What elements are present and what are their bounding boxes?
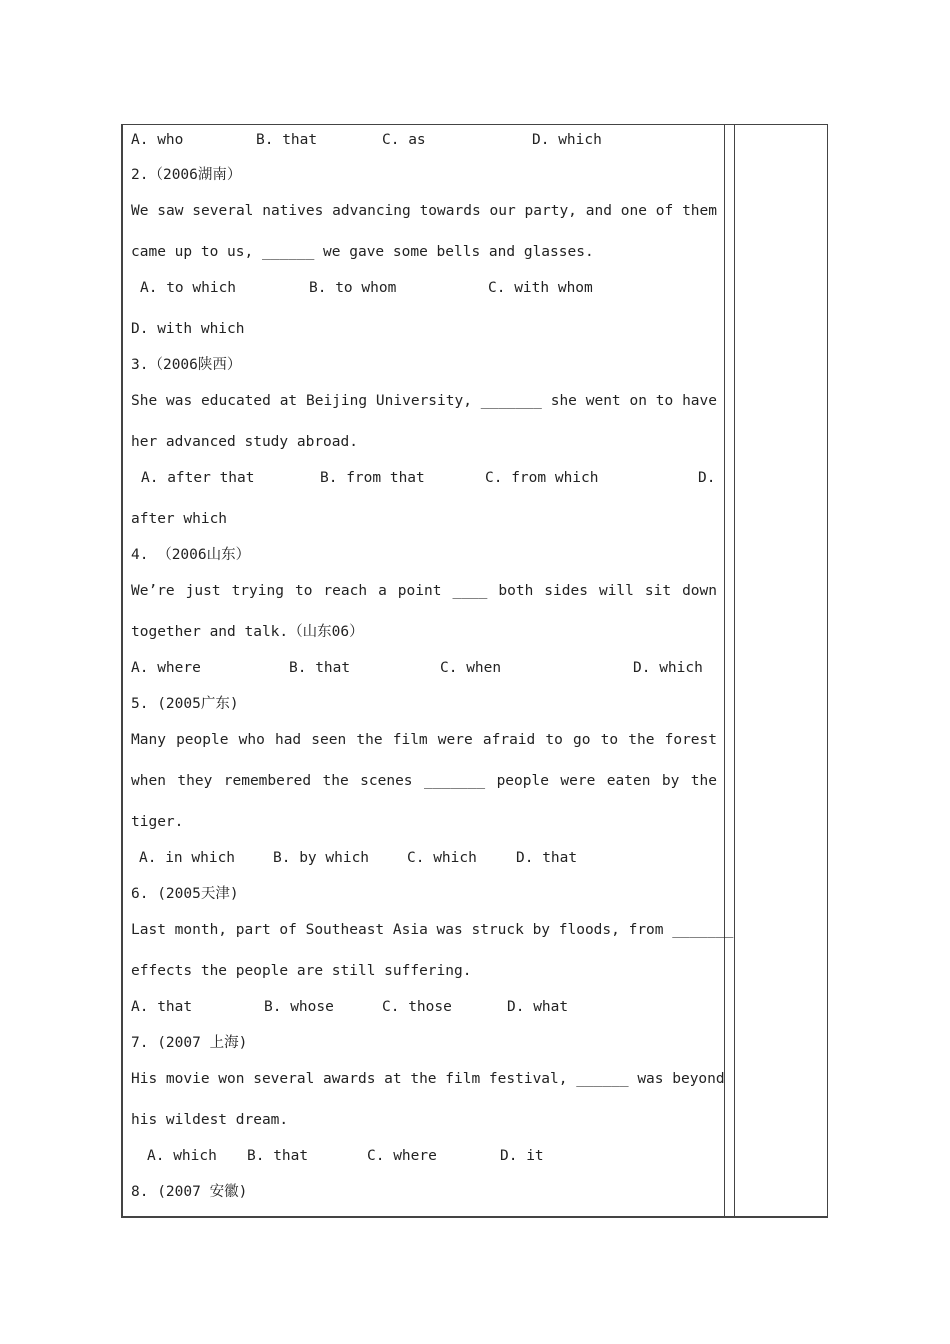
q3-heading: 3.（2006陕西） <box>131 357 242 373</box>
q5-options <box>131 848 717 868</box>
q6-option-a: A. that <box>131 999 193 1015</box>
q7-option-b: B. that <box>247 1148 309 1164</box>
q2-option-c: C. with whom <box>488 280 593 296</box>
q4-option-d: D. which <box>633 660 703 676</box>
q4-option-c: C. when <box>440 660 502 676</box>
q3-stem-line2: her advanced study abroad. <box>131 434 358 450</box>
q6-option-c: C. those <box>382 999 452 1015</box>
q1-option-c: C. as <box>382 132 426 148</box>
q5-option-b: B. by which <box>273 850 370 866</box>
q3-option-a: A. after that <box>141 470 255 486</box>
q6-stem-line2: effects the people are still suffering. <box>131 963 472 979</box>
q7-options <box>131 1146 717 1166</box>
q1-options <box>131 130 717 150</box>
q8-heading: 8. (2007 安徽) <box>131 1184 248 1200</box>
column-divider-right <box>734 124 735 1218</box>
q5-option-c: C. which <box>407 850 477 866</box>
q7-option-d: D. it <box>500 1148 544 1164</box>
q5-option-a: A. in which <box>139 850 236 866</box>
q6-options <box>131 997 717 1017</box>
q7-heading: 7. (2007 上海) <box>131 1035 248 1051</box>
q2-stem-line1: We saw several natives advancing towards our party, and one of them <box>131 203 717 219</box>
q2-options <box>131 278 717 298</box>
q7-stem-line1: His movie won several awards at the film festival, ______ was beyond <box>131 1071 725 1087</box>
q7-stem-line2: his wildest dream. <box>131 1112 289 1128</box>
q6-option-b: B. whose <box>264 999 334 1015</box>
q5-stem-line1: Many people who had seen the film were afraid to go to the forest <box>131 732 717 748</box>
q4-stem-line2: together and talk.（山东06） <box>131 624 364 640</box>
q3-option-c: C. from which <box>485 470 599 486</box>
q4-stem-line1: We’re just trying to reach a point ____ both sides will sit down <box>131 583 717 599</box>
q3-stem-line1: She was educated at Beijing University, _______ she went on to have <box>131 393 717 409</box>
q4-options <box>131 658 717 678</box>
q5-stem-line2: when they remembered the scenes _______ people were eaten by the <box>131 773 717 789</box>
q7-option-a: A. which <box>147 1148 217 1164</box>
q4-option-b: B. that <box>289 660 351 676</box>
q5-option-d: D. that <box>516 850 578 866</box>
q3-options <box>131 468 717 488</box>
q2-option-a: A. to which <box>140 280 237 296</box>
q4-option-a: A. where <box>131 660 201 676</box>
q2-heading: 2.（2006湖南） <box>131 167 242 183</box>
q1-option-a: A. who <box>131 132 184 148</box>
q2-option-d: D. with which <box>131 321 245 337</box>
q5-stem-line3: tiger. <box>131 814 184 830</box>
q3-option-d: after which <box>131 511 228 527</box>
q7-option-c: C. where <box>367 1148 437 1164</box>
q5-heading: 5. (2005广东) <box>131 696 239 712</box>
q1-option-b: B. that <box>256 132 318 148</box>
q3-option-d-label: D. <box>698 470 716 486</box>
column-divider-left <box>724 124 725 1218</box>
q1-option-d: D. which <box>532 132 602 148</box>
q6-option-d: D. what <box>507 999 569 1015</box>
q6-stem-line1: Last month, part of Southeast Asia was struck by floods, from _______ <box>131 922 734 938</box>
q2-stem-line2: came up to us, ______ we gave some bells and glasses. <box>131 244 594 260</box>
q2-option-b: B. to whom <box>309 280 397 296</box>
q3-option-b: B. from that <box>320 470 425 486</box>
q6-heading: 6. (2005天津) <box>131 886 239 902</box>
q4-heading: 4. （2006山东） <box>131 547 251 563</box>
